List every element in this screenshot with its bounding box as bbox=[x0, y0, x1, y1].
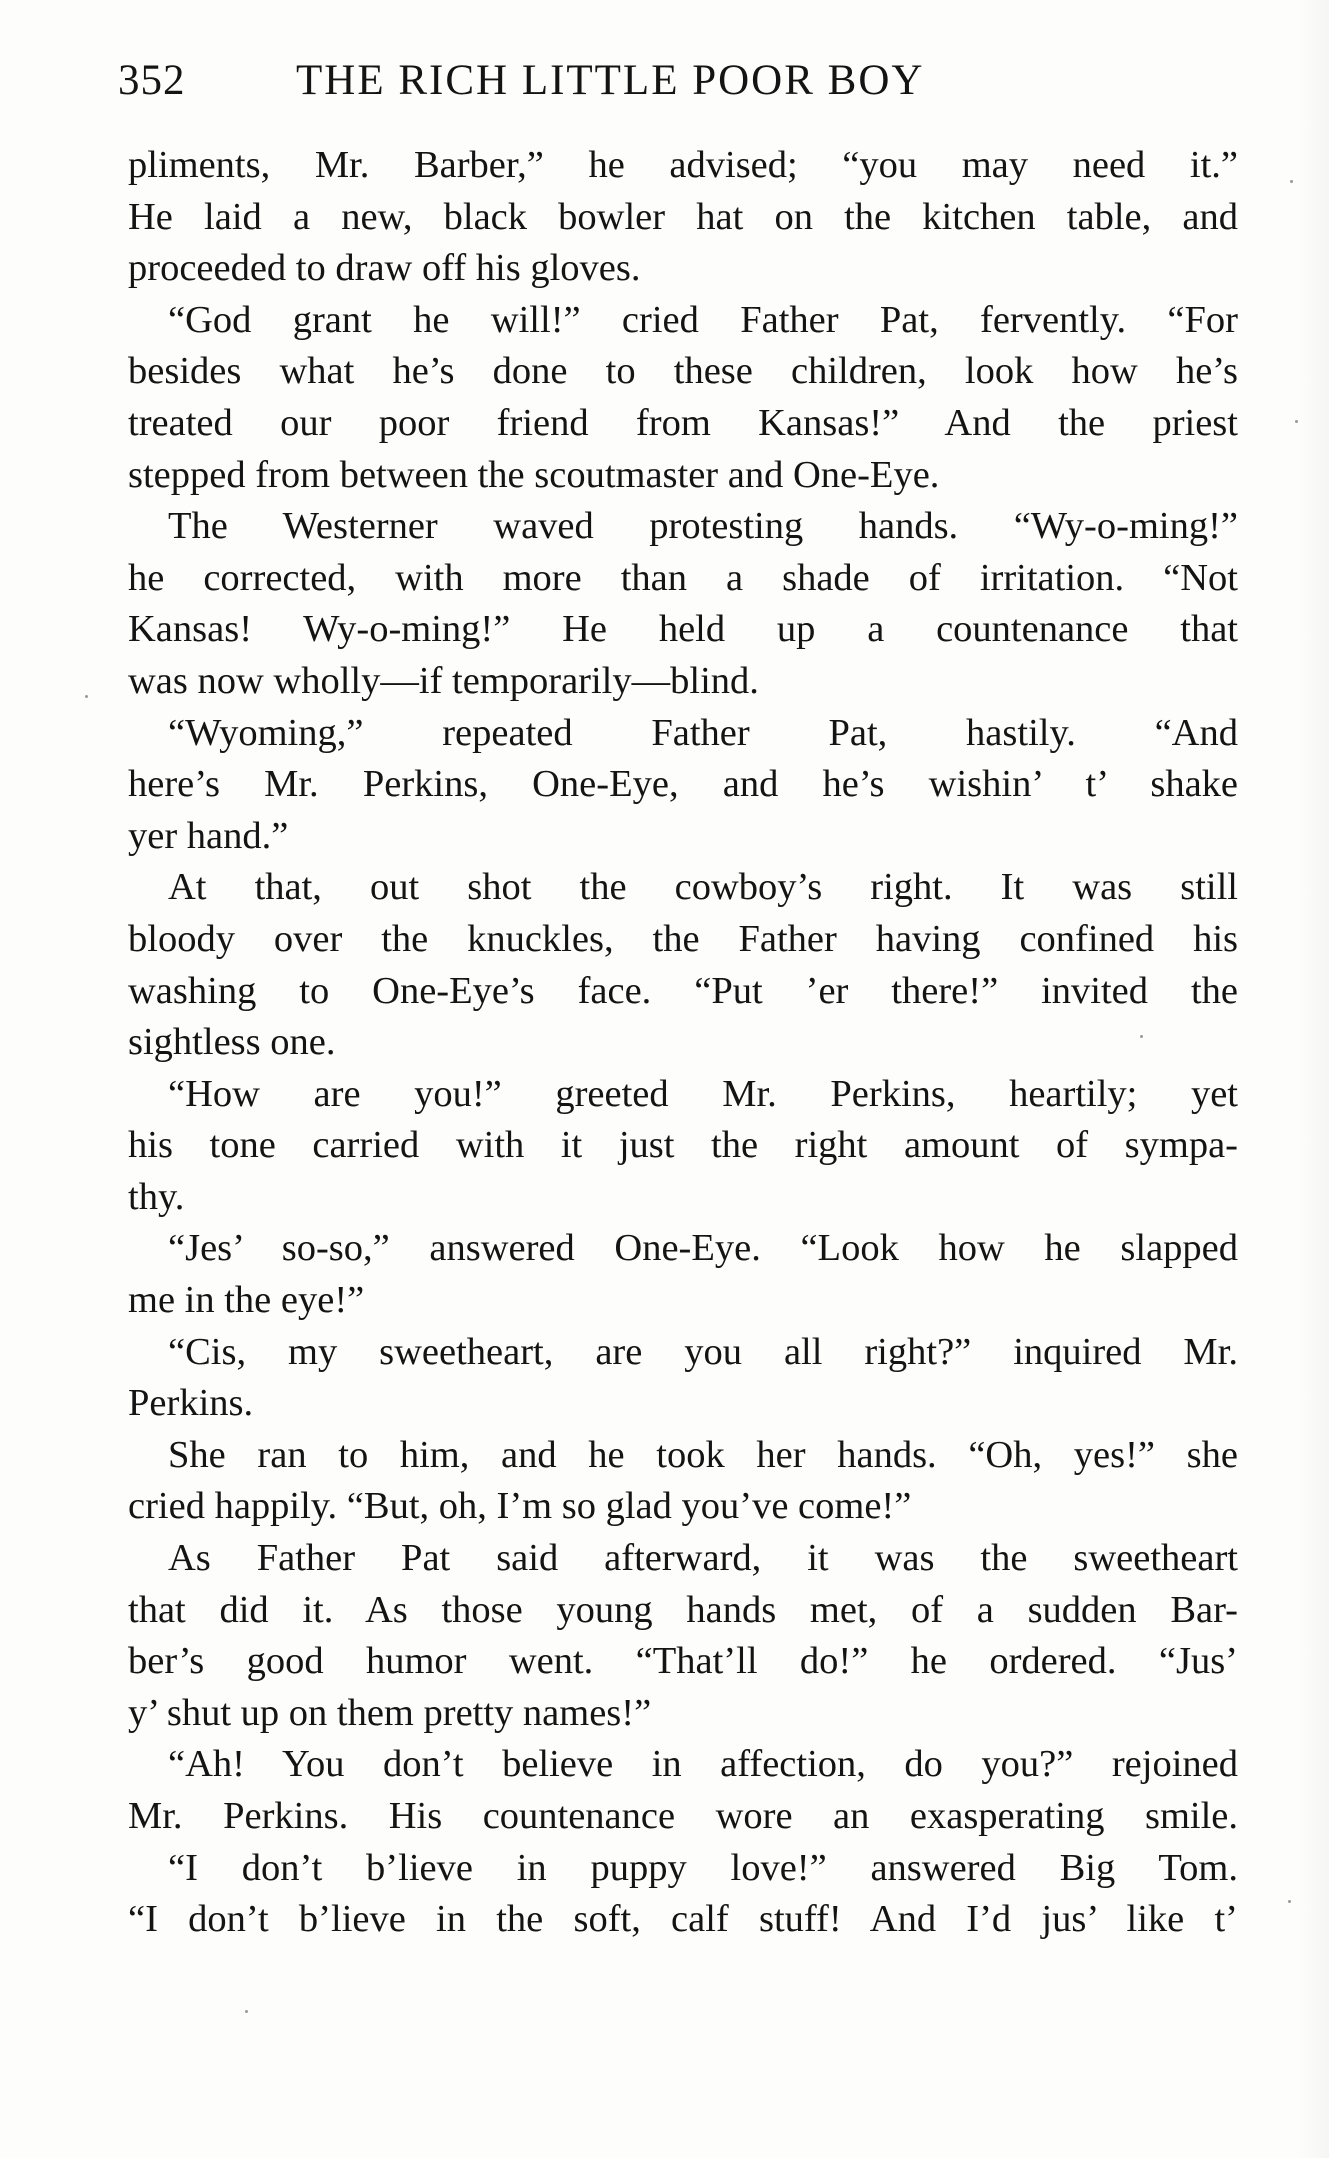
text-line: As Father Pat said afterward, it was the sweetheart bbox=[168, 1537, 1238, 1580]
ink-speck bbox=[245, 2010, 248, 2013]
text-line: The Westerner waved protesting hands. “Wy-o-ming!” bbox=[168, 505, 1238, 548]
text-line: “Wyoming,” repeated Father Pat, hastily. “And bbox=[168, 711, 1238, 754]
running-title: THE RICH LITTLE POOR BOY bbox=[296, 57, 925, 104]
text-line: bloody over the knuckles, the Father having confined his bbox=[128, 917, 1238, 960]
text-line: washing to One-Eye’s face. “Put ’er there!” invited the bbox=[128, 969, 1238, 1012]
text-line: proceeded to draw off his gloves. bbox=[128, 247, 641, 290]
text-line: y’ shut up on them pretty names!” bbox=[128, 1691, 652, 1734]
text-line: thy. bbox=[128, 1175, 185, 1218]
text-line: “Ah! You don’t believe in affection, do you?” rejoined bbox=[168, 1743, 1238, 1786]
text-line: “How are you!” greeted Mr. Perkins, heartily; yet bbox=[168, 1072, 1238, 1115]
text-line: that did it. As those young hands met, of a sudden Bar- bbox=[128, 1588, 1238, 1631]
text-line: was now wholly—if temporarily—blind. bbox=[128, 659, 759, 702]
text-line: besides what he’s done to these children, look how he’s bbox=[128, 350, 1238, 393]
text-line: “Cis, my sweetheart, are you all right?” inquired Mr. bbox=[168, 1330, 1238, 1373]
text-line: Perkins. bbox=[128, 1382, 254, 1425]
text-line: He laid a new, black bowler hat on the kitchen table, and bbox=[128, 195, 1238, 238]
text-line: “I don’t b’lieve in the soft, calf stuff! And I’d jus’ like t’ bbox=[128, 1898, 1238, 1941]
text-line: he corrected, with more than a shade of irritation. “Not bbox=[128, 556, 1238, 599]
ink-speck bbox=[1140, 1035, 1143, 1038]
text-line: “Jes’ so-so,” answered One-Eye. “Look how he slapped bbox=[168, 1227, 1238, 1270]
text-line: here’s Mr. Perkins, One-Eye, and he’s wishin’ t’ shake bbox=[128, 763, 1238, 806]
text-line: “God grant he will!” cried Father Pat, fervently. “For bbox=[168, 298, 1238, 341]
text-line: ber’s good humor went. “That’ll do!” he ordered. “Jus’ bbox=[128, 1640, 1238, 1683]
ink-speck bbox=[85, 695, 88, 698]
ink-speck bbox=[1288, 1900, 1291, 1903]
text-line: me in the eye!” bbox=[128, 1279, 365, 1322]
text-line: Mr. Perkins. His countenance wore an exasperating smile. bbox=[128, 1795, 1238, 1837]
text-line: She ran to him, and he took her hands. “Oh, yes!” she bbox=[168, 1433, 1238, 1476]
text-line: stepped from between the scoutmaster and One-Eye. bbox=[128, 453, 940, 496]
body-text bbox=[128, 140, 1238, 1946]
page-header bbox=[118, 56, 1118, 116]
ink-speck bbox=[1290, 180, 1293, 183]
text-line: yer hand.” bbox=[128, 814, 289, 857]
text-line: cried happily. “But, oh, I’m so glad you’ve come!” bbox=[128, 1485, 912, 1528]
text-line: Kansas! Wy-o-ming!” He held up a countenance that bbox=[128, 608, 1238, 651]
page-number: 352 bbox=[118, 57, 186, 104]
ink-speck bbox=[1295, 420, 1298, 423]
text-line: pliments, Mr. Barber,” he advised; “you may need it.” bbox=[128, 144, 1238, 186]
text-line: sightless one. bbox=[128, 1021, 336, 1064]
text-line: At that, out shot the cowboy’s right. It was still bbox=[168, 866, 1238, 909]
text-line: “I don’t b’lieve in puppy love!” answered Big Tom. bbox=[168, 1846, 1238, 1889]
text-line: his tone carried with it just the right amount of sympa- bbox=[128, 1124, 1238, 1167]
page-edge-shading bbox=[1299, 0, 1329, 2158]
text-line: treated our poor friend from Kansas!” And the priest bbox=[128, 401, 1238, 444]
